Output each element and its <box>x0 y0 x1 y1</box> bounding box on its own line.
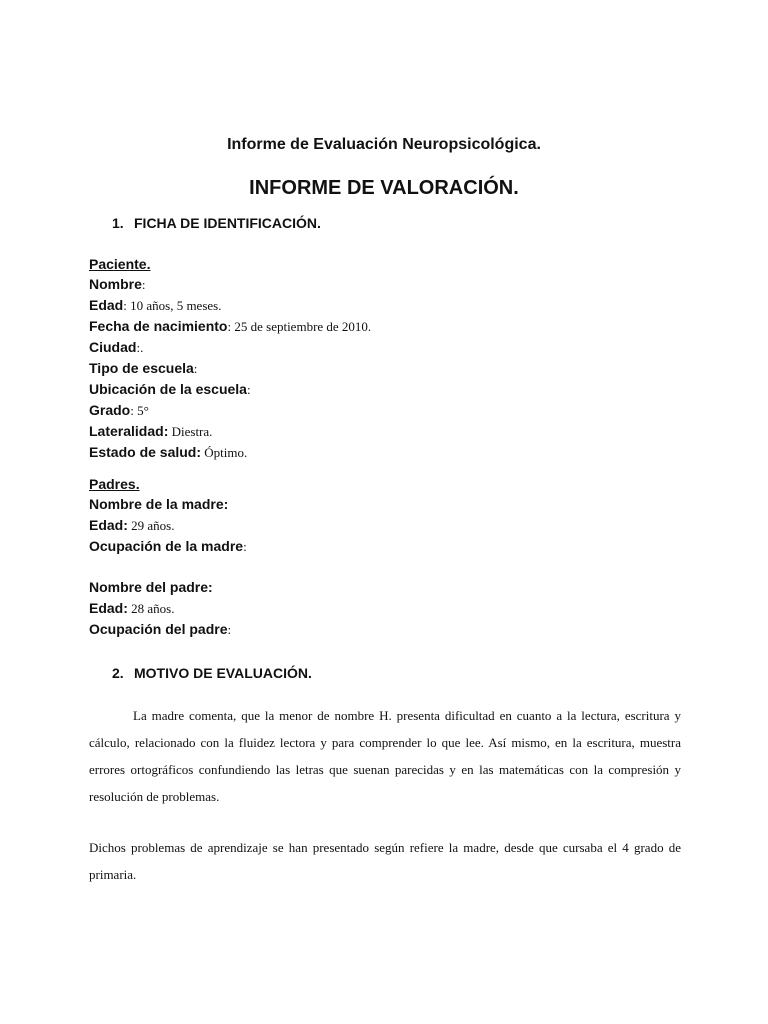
field-separator: : <box>130 403 134 418</box>
field-label: Nombre <box>89 276 142 292</box>
parents-heading: Padres. <box>89 476 140 492</box>
field-label: Ciudad <box>89 339 137 355</box>
field-row <box>89 400 709 421</box>
section-heading-reason <box>112 665 312 681</box>
field-value: 25 de septiembre de 2010. <box>231 319 372 334</box>
field-value: Diestra. <box>168 424 213 439</box>
section-heading-identification <box>112 215 321 231</box>
section-title: MOTIVO DE EVALUACIÓN. <box>134 665 312 681</box>
field-row <box>89 494 709 515</box>
field-row <box>89 619 709 640</box>
field-row <box>89 536 709 557</box>
field-value: 28 años. <box>127 601 175 616</box>
field-separator: : <box>227 622 232 637</box>
field-row <box>89 598 709 619</box>
field-label: Tipo de escuela <box>89 360 194 376</box>
field-row <box>89 577 709 598</box>
patient-heading: Paciente. <box>89 256 151 272</box>
field-value: 10 años, 5 meses. <box>126 298 222 313</box>
parents-block <box>89 474 709 640</box>
field-row <box>89 442 709 463</box>
reason-paragraph-secondary: Dichos problemas de aprendizaje se han presentado según refiere la madre, desde que cursaba el 4 grado de primaria. <box>89 840 681 882</box>
field-label: Grado <box>89 402 131 418</box>
field-row <box>89 274 709 295</box>
field-label: Fecha de nacimiento <box>89 318 228 334</box>
field-value: 5° <box>133 403 149 418</box>
field-label: Lateralidad: <box>89 423 169 439</box>
field-separator: : <box>141 277 146 292</box>
field-label: Ocupación del padre <box>89 621 228 637</box>
patient-block <box>89 254 709 463</box>
field-row <box>89 316 709 337</box>
field-separator: : <box>193 361 198 376</box>
field-label: Edad: <box>89 517 128 533</box>
field-label: Nombre del padre: <box>89 579 213 595</box>
section-number: 1. <box>112 215 124 231</box>
field-label: Nombre de la madre: <box>89 496 229 512</box>
field-label: Ubicación de la escuela <box>89 381 247 397</box>
document-subtitle: INFORME DE VALORACIÓN. <box>249 177 519 199</box>
field-row <box>89 295 709 316</box>
field-separator: : <box>243 539 247 554</box>
field-row <box>89 337 709 358</box>
spacer <box>89 557 709 577</box>
field-row <box>89 379 709 400</box>
section-title: FICHA DE IDENTIFICACIÓN. <box>134 215 321 231</box>
section-number: 2. <box>112 665 124 681</box>
field-separator: : <box>246 382 251 397</box>
field-label: Estado de salud: <box>89 444 202 460</box>
field-label: Ocupación de la madre <box>89 538 244 554</box>
field-row <box>89 358 709 379</box>
field-label: Edad: <box>89 600 128 616</box>
field-separator: : <box>227 319 232 334</box>
document-title: Informe de Evaluación Neuropsicológica. <box>227 136 541 153</box>
reason-paragraph: La madre comenta, que la menor de nombre H. presenta dificultad en cuanto a la lectura, escritura y cálculo, relacionado con la fluidez lectora y para comprender lo que lee. Así mismo, en la escritura, muestra errores ortográficos confundiendo las letras que suenan parecidas y en las matemáticas con la compresión y resolución de problemas. <box>89 708 681 804</box>
field-separator: : <box>123 298 127 313</box>
field-value: Óptimo. <box>201 445 248 460</box>
field-label: Edad <box>89 297 124 313</box>
field-value: 29 años. <box>127 518 175 533</box>
field-row <box>89 515 709 536</box>
field-row <box>89 421 709 442</box>
field-separator: :. <box>136 340 144 355</box>
